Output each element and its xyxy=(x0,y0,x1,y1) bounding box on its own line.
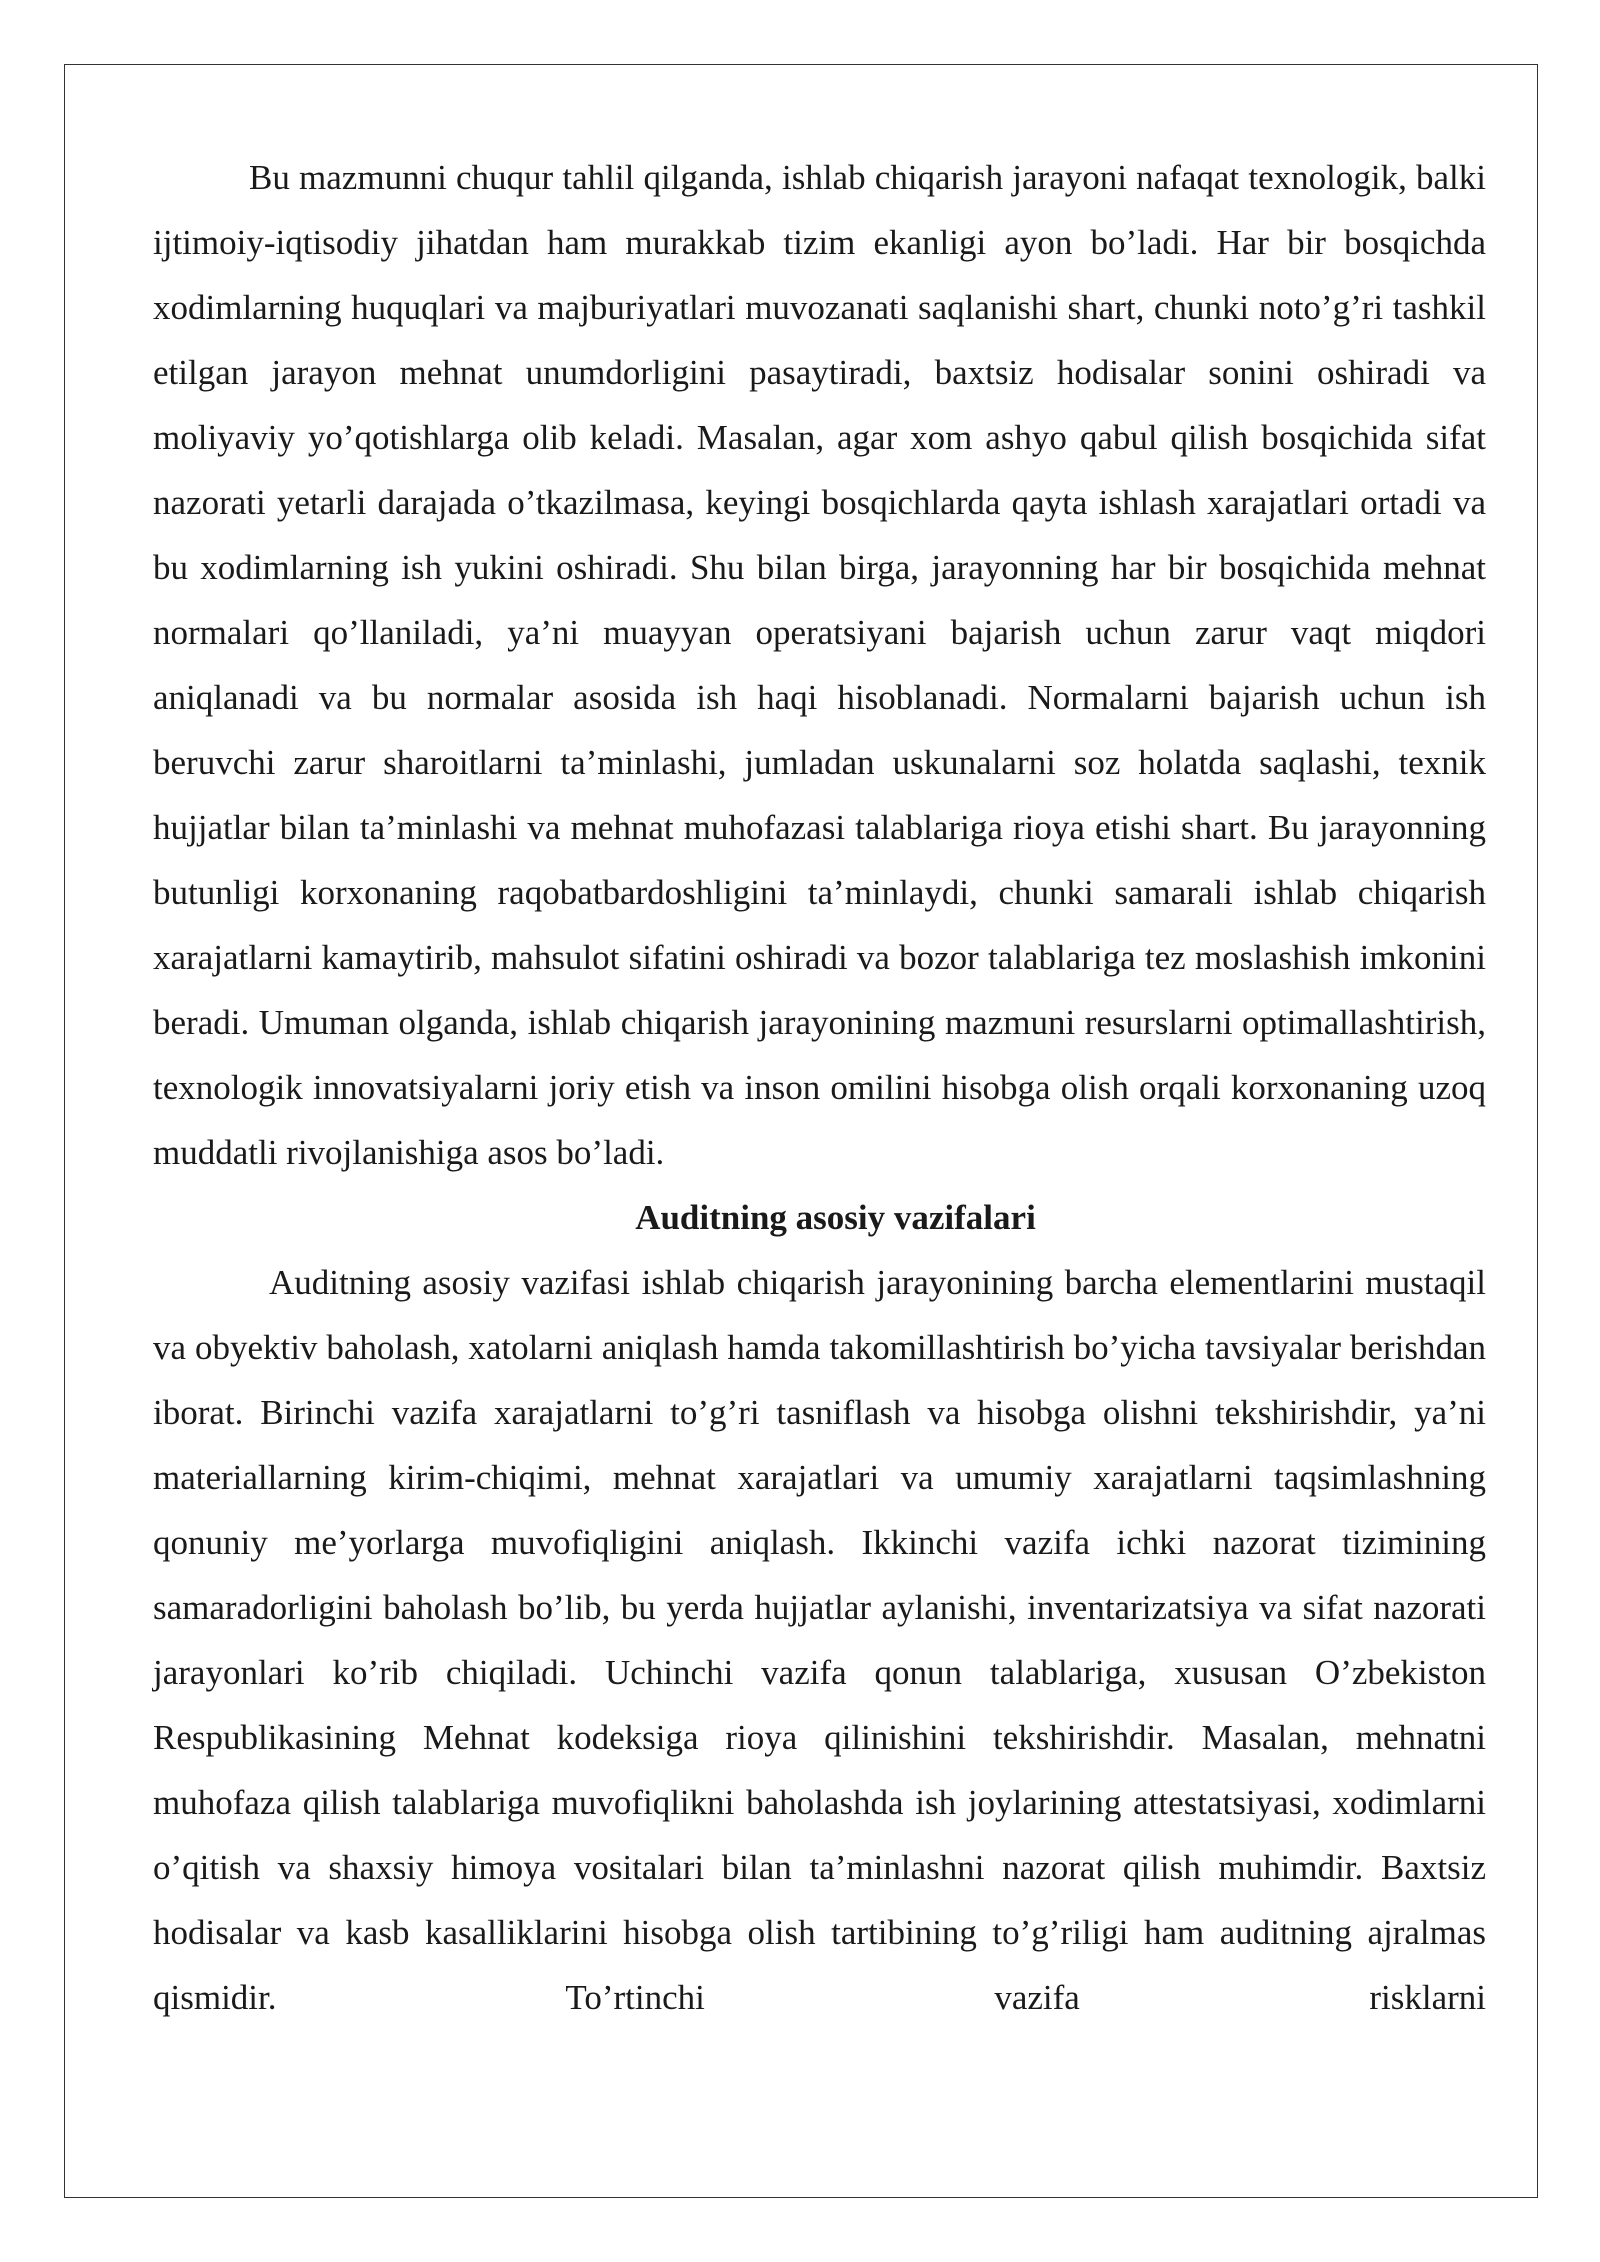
section-heading: Auditning asosiy vazifalari xyxy=(635,1198,1036,1237)
body-paragraph: Bu mazmunni chuqur tahlil qilganda, ishlab chiqarish jarayoni nafaqat texnologik, balki ijtimoiy-iqtisodiy jihatdan ham murakkab tizim ekanligi ayon bo’ladi. Har bir bosqichda xodimlarning huquqlari va majburiyatlari muvozanati saqlanishi shart, chunki noto’g’ri tashkil etilgan jarayon mehnat unumdorligini pasaytiradi, baxtsiz hodisalar sonini oshiradi va moliyaviy yo’qotishlarga olib keladi. Masalan, agar xom ashyo qabul qilish bosqichida sifat nazorati yetarli darajada o’tkazilmasa, keyingi bosqichlarda qayta ishlash xarajatlari ortadi va bu xodimlarning ish yukini oshiradi. Shu bilan birga, jarayonning har bir bosqichida mehnat normalari qo’llaniladi, ya’ni muayyan operatsiyani bajarish uchun zarur vaqt miqdori aniqlanadi va bu normalar asosida ish haqi hisoblanadi. Normalarni bajarish uchun ish beruvchi zarur sharoitlarni ta’minlashi, jumladan uskunalarni soz holatda saqlashi, texnik hujjatlar bilan ta’minlashi va mehnat muhofazasi talablariga rioya etishi shart. Bu jarayonning butunligi korxonaning raqobatbardoshligini ta’minlaydi, chunki samarali ishlab chiqarish xarajatlarni kamaytirib, mahsulot sifatini oshiradi va bozor talablariga tez moslashish imkonini beradi. Umuman olganda, ishlab chiqarish jarayonining mazmuni resurslarni optimallashtirish, texnologik innovatsiyalarni joriy etish va inson omilini hisobga olish orqali korxonaning uzoq muddatli rivojlanishiga asos bo’ladi. xyxy=(153,158,1486,1172)
document-body xyxy=(153,145,1486,2030)
body-paragraph: Auditning asosiy vazifasi ishlab chiqarish jarayonining barcha elementlarini mustaqil va obyektiv baholash, xatolarni aniqlash hamda takomillashtirish bo’yicha tavsiyalar berishdan iborat. Birinchi vazifa xarajatlarni to’g’ri tasniflash va hisobga olishni tekshirishdir, ya’ni materiallarning kirim-chiqimi, mehnat xarajatlari va umumiy xarajatlarni taqsimlashning qonuniy me’yorlarga muvofiqligini aniqlash. Ikkinchi vazifa ichki nazorat tizimining samaradorligini baholash bo’lib, bu yerda hujjatlar aylanishi, inventarizatsiya va sifat nazorati jarayonlari ko’rib chiqiladi. Uchinchi vazifa qonun talablariga, xususan O’zbekiston Respublikasining Mehnat kodeksiga rioya qilinishini tekshirishdir. Masalan, mehnatni muhofaza qilish talablariga muvofiqlikni baholashda ish joylarining attestatsiyasi, xodimlarni o’qitish va shaxsiy himoya vositalari bilan ta’minlashni nazorat qilish muhimdir. Baxtsiz hodisalar va kasb kasalliklarini hisobga olish tartibining to’g’riligi ham auditning ajralmas qismidir. To’rtinchi vazifa risklarni xyxy=(153,1263,1486,2017)
